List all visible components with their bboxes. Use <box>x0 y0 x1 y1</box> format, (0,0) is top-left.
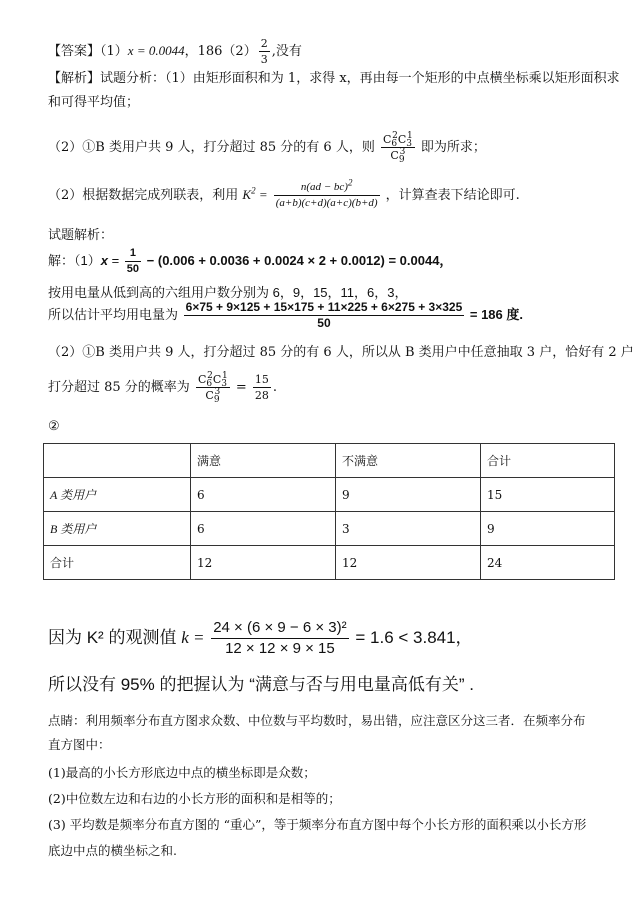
solution-s5-prefix: 打分超过 85 分的概率为 <box>48 380 190 395</box>
mean-fraction: $\frac{6\times 75 + 9\times 125 + 15\times 175 + 11\times 225 + 6\times 275 + 3\times 325}{50}$ <box>185 300 463 330</box>
analysis-text-4-prefix: （2）根据数据完成列联表，利用 <box>48 188 239 203</box>
solution-s1-expr: − (0.006 + 0.0036 + 0.0024 × 2 + 0.0012) = 0.0044， <box>146 252 453 268</box>
solution-heading: 试题解析： <box>48 227 114 242</box>
table-header-satisfied: 满意 <box>191 444 336 478</box>
table-header-unsatisfied: 不满意 <box>336 444 481 478</box>
combination-fraction: $\frac{C_6^2C_3^1}{C_9^3}$ <box>382 131 413 166</box>
solution-s3-prefix: 所以估计平均用电量为 <box>48 306 179 322</box>
k2-observation-line <box>48 618 473 659</box>
k2-prefix: 因为 K² 的观测值 <box>48 627 177 647</box>
table-cell: 3 <box>336 512 481 546</box>
table-row <box>44 512 615 546</box>
table-header-row <box>44 444 615 478</box>
table-header-total: 合计 <box>481 444 615 478</box>
answer-part1-prefix: （1） <box>100 44 128 59</box>
answer-sep1: ，186 <box>184 44 223 59</box>
table-cell: 9 <box>481 512 615 546</box>
contingency-table <box>43 443 615 580</box>
analysis-text-4-suffix: ，计算查表下结论即可. <box>385 188 520 203</box>
analysis-text-3-prefix: （2）①B 类用户共 9 人，打分超过 85 分的有 6 人，则 <box>48 140 375 155</box>
answer-part2-suffix: ,没有 <box>271 44 302 59</box>
table-cell: 12 <box>336 546 481 580</box>
table-cell: A 类用户 <box>44 478 191 512</box>
one-over-fifty: $\frac{1}{50}$ <box>126 247 140 275</box>
answer-part1-value: x = 0.0044 <box>127 43 185 58</box>
table-cell: 24 <box>481 546 615 580</box>
k2-fraction: $\frac{\text{24 × (6 × 9 − 6 × 3)²}}{12 \times 12 \times 9 \times 15}$ <box>213 619 347 657</box>
table-cell: 15 <box>481 478 615 512</box>
note-line-2: 直方图中： <box>48 737 111 752</box>
solution-line-4: （2）①B 类用户共 9 人，打分超过 85 分的有 6 人，所以从 B 类用户中任意抽取 3 户，恰好有 2 户 <box>48 345 634 360</box>
table-cell: 合计 <box>44 546 191 580</box>
note-line-3: (1)最高的小长方形底边中点的横坐标即是众数； <box>48 765 316 780</box>
note-line-1: 点睛：利用频率分布直方图求众数、中位数与平均数时，易出错，应注意区分这三者．在频率分布 <box>48 713 586 728</box>
note-line-6: 底边中点的横坐标之和. <box>48 843 177 858</box>
table-row <box>44 478 615 512</box>
analysis-line-1 <box>48 70 620 88</box>
solution-line-1: 解：（1）x = $\frac{1}{50}$ − (0.006 + 0.0036 + 0.0024 × 2 + 0.0012) = 0.0044， <box>48 247 453 275</box>
table-cell: 6 <box>191 512 336 546</box>
answer-part2-prefix: （2） <box>222 44 257 59</box>
analysis-line-2: 和可得平均值； <box>48 95 140 110</box>
note-line-4: (2)中位数左边和右边的小长方形的面积和是相等的； <box>48 791 341 806</box>
k2-conclusion: 所以没有 95% 的把握认为 “满意与否与用电量高低有关” . <box>48 675 474 694</box>
solution-line-2: 按用电量从低到高的六组用户数分别为 6，9，15，11，6，3， <box>48 285 408 300</box>
solution-s3-suffix: = 186 度. <box>469 306 523 322</box>
probability-fraction: $\frac{C_6^2C_3^1}{C_9^3}$ <box>197 371 228 406</box>
table-cell: B 类用户 <box>44 512 191 546</box>
k2-formula: $\frac{n(ad - bc)^2}{(a+b)(c+d)(a+c)(b+d)}$ <box>275 177 378 209</box>
analysis-line-4 <box>48 177 520 211</box>
table-cell <box>44 444 191 478</box>
analysis-text-3-suffix: 即为所求； <box>420 140 486 155</box>
note-line-5: (3) 平均数是频率分布直方图的 “重心”，等于频率分布直方图中每个小长方形的面积乘以小长方形 <box>48 817 587 832</box>
table-cell: 9 <box>336 478 481 512</box>
table-row <box>44 546 615 580</box>
analysis-label: 【解析】 <box>48 71 101 86</box>
probability-result: $\frac{15}{28}$ <box>254 373 269 402</box>
table-cell: 12 <box>191 546 336 580</box>
k2-symbol: $K^2$ = <box>242 185 268 202</box>
k2-suffix: = 1.6 < 3.841， <box>355 627 473 647</box>
analysis-line-3 <box>48 131 486 166</box>
solution-s1-prefix: 解：（1） <box>48 252 101 268</box>
answer-part2-fraction: $\frac{2}{3}$ <box>260 37 268 66</box>
answer-line <box>48 36 302 67</box>
k2-k: k = <box>181 627 205 647</box>
analysis-text-1: 试题分析：（1）由矩形面积和为 1，求得 x，再由每一个矩形的中点横坐标乘以矩形面积求 <box>100 71 620 86</box>
solution-line-3 <box>48 300 523 331</box>
solution-line-5: 打分超过 85 分的概率为 $\frac{C_6^2C_3^1}{C_9^3}$ = $\frac{15}{28}$ . <box>48 371 278 406</box>
answer-label: 【答案】 <box>48 44 101 59</box>
circle-two-marker: ② <box>48 419 60 434</box>
table-cell: 6 <box>191 478 336 512</box>
